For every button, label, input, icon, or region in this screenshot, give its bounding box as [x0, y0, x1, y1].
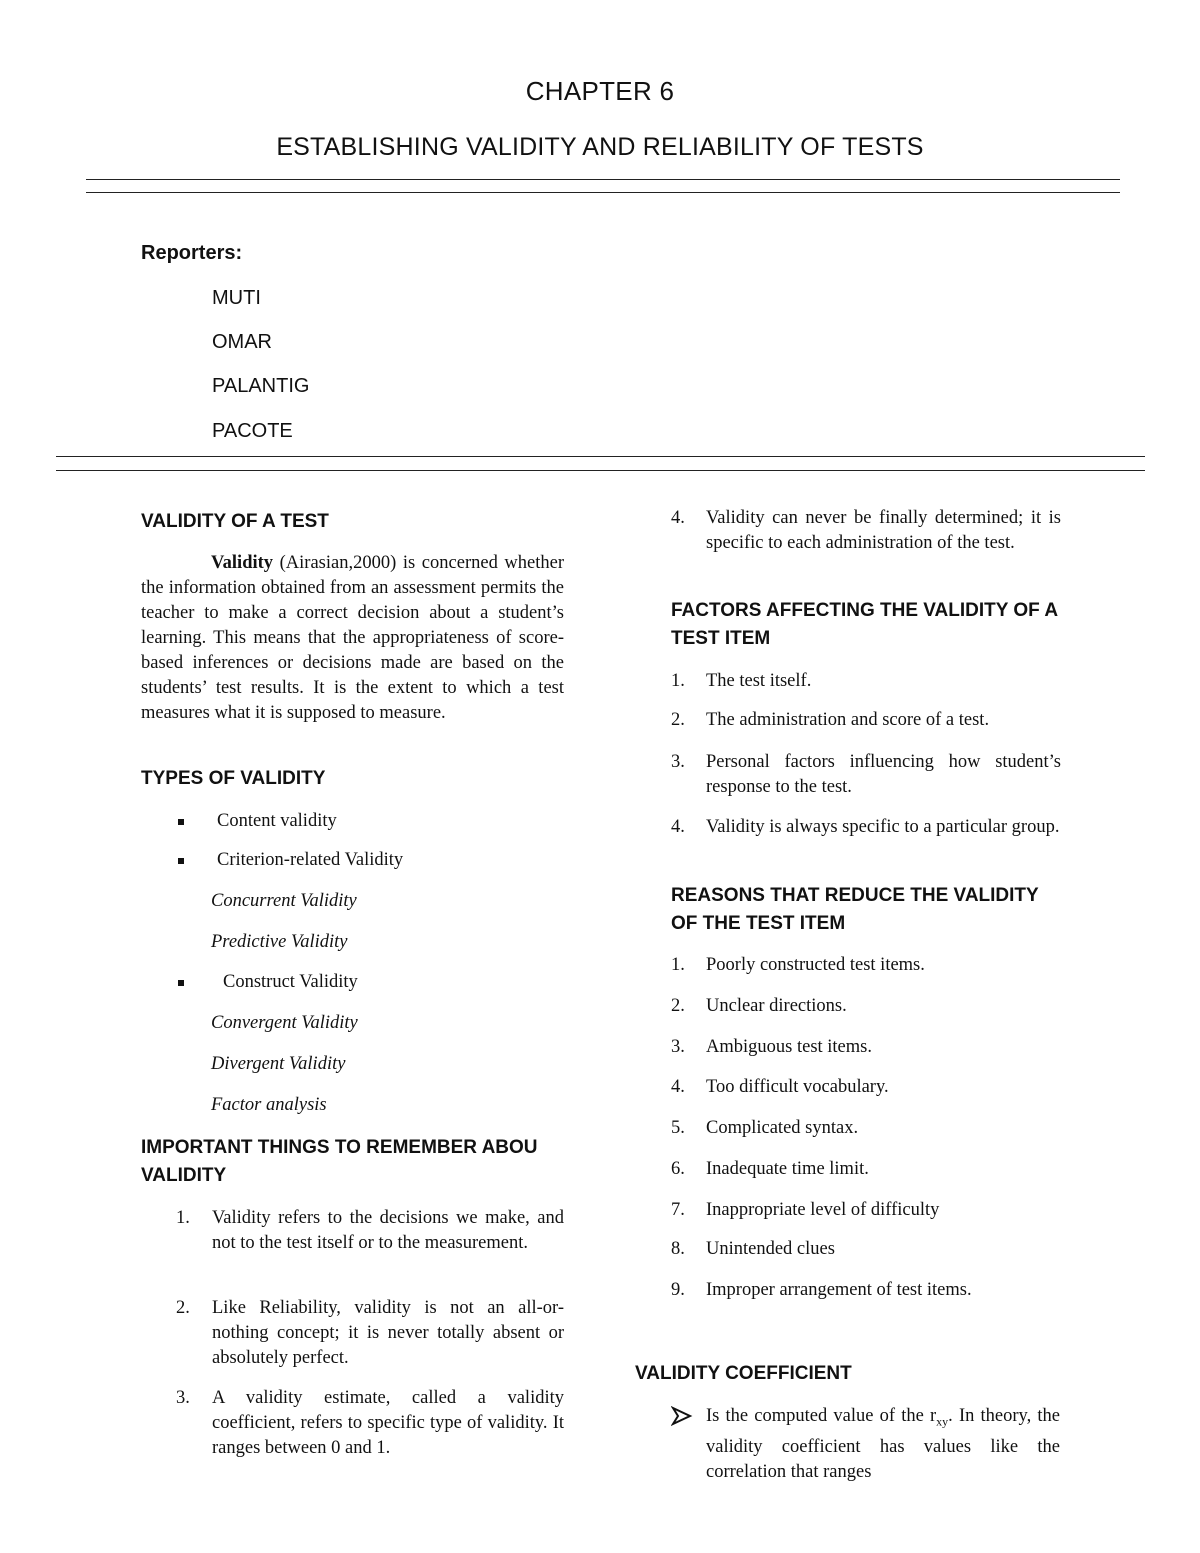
type-factor: Factor analysis [211, 1095, 327, 1115]
list-text: Too difficult vocabulary. [706, 1077, 889, 1097]
validity-definition: (Airasian,2000) is concerned whether the information obtained from an assessment permits the teacher to make a correct decision about a student’s learning. This means that the appropriateness of score-based inferences or decisions made are based on the students’ test results. It is the extent to which a test measures what it is supposed to measure. [141, 553, 565, 723]
list-number: 4. [671, 817, 685, 837]
list-item [671, 669, 1061, 697]
square-bullet-icon [178, 858, 184, 864]
list-number: 1. [671, 671, 685, 691]
list-number: 4. [671, 1077, 685, 1097]
list-text: Validity refers to the decisions we make, and not to the test itself or to the measurement. [212, 1208, 564, 1253]
list-number: 2. [176, 1298, 190, 1318]
chapter-number: CHAPTER 6 [525, 76, 675, 106]
list-text: Inadequate time limit. [706, 1159, 869, 1179]
square-bullet-icon [178, 980, 184, 986]
reporter-name: PALANTIG [212, 375, 310, 397]
validity-paragraph [141, 551, 564, 726]
list-item [671, 506, 1061, 586]
list-text: The test itself. [706, 671, 812, 691]
list-number: 1. [671, 955, 685, 975]
list-number: 9. [671, 1280, 685, 1300]
list-number: 3. [176, 1388, 190, 1408]
list-number: 5. [671, 1118, 685, 1138]
list-number: 6. [671, 1159, 685, 1179]
type-criterion: Criterion-related Validity [217, 850, 404, 870]
list-text: Complicated syntax. [706, 1118, 859, 1138]
list-item [671, 708, 1061, 736]
list-item [671, 815, 1061, 867]
reporter-name: MUTI [212, 287, 261, 309]
list-text: Unclear directions. [706, 996, 847, 1016]
list-item [671, 1035, 1061, 1063]
list-number: 4. [671, 508, 685, 528]
coefficient-text-b: . In theory, the validity coefficient has values like the correlation that ranges [706, 1406, 1060, 1482]
type-divergent: Divergent Validity [211, 1054, 346, 1074]
square-bullet-icon [178, 819, 184, 825]
coefficient-subscript: xy [936, 1414, 949, 1429]
list-item [141, 1206, 566, 1286]
list-item [671, 1075, 1061, 1103]
remember-heading: IMPORTANT THINGS TO REMEMBER ABOU VALIDITY [141, 1137, 538, 1186]
list-item [671, 994, 1061, 1022]
list-text: The administration and score of a test. [706, 710, 990, 730]
list-text: Like Reliability, validity is not an all-or-nothing concept; it is never totally absent or absolutely perfect. [212, 1298, 564, 1368]
document-title: ESTABLISHING VALIDITY AND RELIABILITY OF TESTS [276, 133, 924, 161]
type-content: Content validity [217, 811, 337, 831]
list-number: 8. [671, 1239, 685, 1259]
list-text: Unintended clues [706, 1239, 835, 1259]
list-text: Poorly constructed test items. [706, 955, 925, 975]
list-text: Validity is always specific to a particular group. [706, 817, 1060, 837]
type-convergent: Convergent Validity [211, 1013, 358, 1033]
validity-heading: VALIDITY OF A TEST [141, 511, 329, 532]
list-item [671, 1198, 1061, 1226]
list-text: Personal factors influencing how student’s response to the test. [706, 752, 1061, 797]
coefficient-text [706, 1404, 1060, 1485]
list-number: 3. [671, 1037, 685, 1057]
list-item [671, 1157, 1061, 1185]
reporter-name: PACOTE [212, 420, 293, 442]
type-concurrent: Concurrent Validity [211, 891, 357, 911]
coefficient-text-a: Is the computed value of the r [706, 1406, 937, 1426]
list-item [671, 1116, 1061, 1144]
factors-heading: FACTORS AFFECTING THE VALIDITY OF A TEST ITEM [671, 600, 1058, 649]
list-item [671, 750, 1061, 802]
list-text: Validity can never be finally determined; it is specific to each administration of the test. [706, 508, 1061, 553]
list-number: 3. [671, 752, 685, 772]
list-text: Improper arrangement of test items. [706, 1280, 972, 1300]
reasons-heading: REASONS THAT REDUCE THE VALIDITY OF THE TEST ITEM [671, 885, 1039, 934]
list-number: 2. [671, 710, 685, 730]
list-number: 1. [176, 1208, 190, 1228]
title-rule-top [86, 179, 1120, 180]
type-construct: Construct Validity [223, 972, 358, 992]
list-text: Ambiguous test items. [706, 1037, 872, 1057]
list-number: 7. [671, 1200, 685, 1220]
list-text: Inappropriate level of difficulty [706, 1200, 940, 1220]
list-item [671, 1278, 1061, 1306]
list-item [671, 953, 1061, 981]
coefficient-heading: VALIDITY COEFFICIENT [635, 1363, 852, 1384]
list-number: 2. [671, 996, 685, 1016]
reporter-name: OMAR [212, 331, 272, 353]
list-item [141, 1386, 566, 1466]
type-predictive: Predictive Validity [211, 932, 348, 952]
list-text: A validity estimate, called a validity coefficient, refers to specific type of validity. It ranges between 0 and 1. [212, 1388, 564, 1458]
list-item [671, 1237, 1061, 1265]
title-rule-bottom [86, 192, 1120, 193]
arrow-bullet-icon [671, 1405, 693, 1427]
reporters-label: Reporters: [141, 242, 243, 264]
validity-term: Validity [211, 553, 274, 573]
list-item [141, 1296, 566, 1376]
types-heading: TYPES OF VALIDITY [141, 768, 326, 789]
reporters-rule-top [56, 456, 1145, 457]
reporters-rule-bottom [56, 470, 1145, 471]
